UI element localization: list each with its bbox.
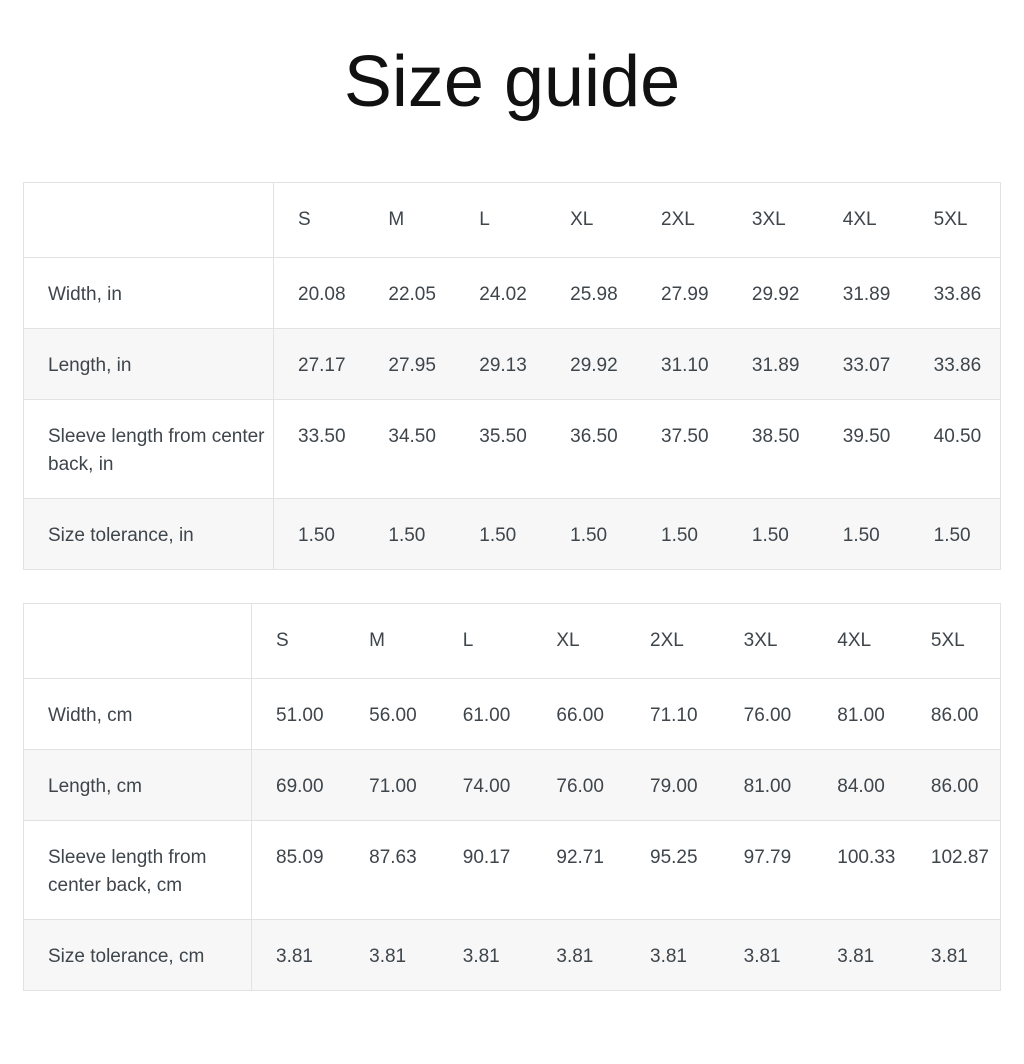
size-value-cell: 3.81 [626,920,720,991]
size-value-cell: 51.00 [252,679,346,750]
size-table-centimeters [23,603,1001,991]
row-label: Length, in [24,329,274,400]
size-value-cell: 66.00 [532,679,626,750]
size-value-cell: 33.07 [819,329,910,400]
column-header-s: S [298,209,311,230]
column-header-3xl: 3XL [751,209,786,230]
size-value-cell: 35.50 [455,400,546,499]
size-value-cell: 97.79 [720,821,814,920]
size-value-cell: 1.50 [910,499,1001,570]
row-label: Width, cm [24,679,252,750]
column-header-3xl: 3XL [743,630,778,651]
row-label: Size tolerance, cm [24,920,252,991]
column-header-4xl: 4XL [842,209,877,230]
table-row [24,258,1001,329]
header-row [24,183,1001,258]
size-value-cell: 27.17 [274,329,365,400]
size-value-cell: 71.00 [345,750,439,821]
size-value-cell: 31.10 [637,329,728,400]
row-label: Sleeve length from center back, cm [24,821,252,920]
row-label: Width, in [24,258,274,329]
size-value-cell: 29.13 [455,329,546,400]
size-value-cell: 76.00 [532,750,626,821]
table-row [24,750,1001,821]
size-value-cell: 71.10 [626,679,720,750]
column-header-l: L [462,630,474,651]
size-value-cell: 86.00 [907,679,1001,750]
size-value-cell: 3.81 [345,920,439,991]
corner-cell [24,183,274,258]
page-title: Size guide [343,42,681,122]
size-value-cell: 33.50 [274,400,365,499]
column-header-5xl: 5XL [930,630,965,651]
size-value-cell: 38.50 [728,400,819,499]
size-value-cell: 86.00 [907,750,1001,821]
column-header-xl: XL [556,630,580,651]
size-value-cell: 25.98 [546,258,637,329]
size-value-cell: 3.81 [252,920,346,991]
row-label: Sleeve length from center back, in [24,400,274,499]
table-row [24,679,1001,750]
column-header-s: S [276,630,289,651]
row-label: Size tolerance, in [24,499,274,570]
size-value-cell: 29.92 [728,258,819,329]
column-header-5xl: 5XL [933,209,968,230]
size-value-cell: 1.50 [819,499,910,570]
size-value-cell: 3.81 [813,920,907,991]
size-value-cell: 24.02 [455,258,546,329]
size-value-cell: 3.81 [720,920,814,991]
size-value-cell: 3.81 [439,920,533,991]
size-value-cell: 87.63 [345,821,439,920]
size-value-cell: 20.08 [274,258,365,329]
row-label: Length, cm [24,750,252,821]
column-header-m: M [388,209,405,230]
size-value-cell: 40.50 [910,400,1001,499]
size-value-cell: 1.50 [637,499,728,570]
size-value-cell: 1.50 [455,499,546,570]
size-value-cell: 31.89 [819,258,910,329]
size-value-cell: 95.25 [626,821,720,920]
size-value-cell: 36.50 [546,400,637,499]
size-value-cell: 81.00 [813,679,907,750]
column-header-m: M [369,630,385,651]
size-value-cell: 3.81 [532,920,626,991]
table-row [24,499,1001,570]
size-value-cell: 76.00 [720,679,814,750]
column-header-l: L [479,209,490,230]
table-row [24,400,1001,499]
column-header-2xl: 2XL [650,630,684,651]
size-value-cell: 39.50 [819,400,910,499]
header-row [24,604,1001,679]
size-value-cell: 27.99 [637,258,728,329]
size-table-inches [23,182,1001,570]
size-value-cell: 56.00 [345,679,439,750]
size-value-cell: 79.00 [626,750,720,821]
size-value-cell: 3.81 [907,920,1001,991]
table-row [24,329,1001,400]
size-value-cell: 1.50 [546,499,637,570]
size-value-cell: 69.00 [252,750,346,821]
size-value-cell: 31.89 [728,329,819,400]
table-row [24,821,1001,920]
size-value-cell: 90.17 [439,821,533,920]
size-value-cell: 1.50 [274,499,365,570]
size-value-cell: 34.50 [364,400,455,499]
size-value-cell: 33.86 [910,258,1001,329]
size-value-cell: 22.05 [364,258,455,329]
size-value-cell: 74.00 [439,750,533,821]
column-header-2xl: 2XL [661,209,695,230]
size-value-cell: 61.00 [439,679,533,750]
table-row [24,920,1001,991]
size-value-cell: 37.50 [637,400,728,499]
size-value-cell: 92.71 [532,821,626,920]
size-value-cell: 81.00 [720,750,814,821]
size-guide-page [0,40,1024,991]
size-value-cell: 29.92 [546,329,637,400]
size-value-cell: 85.09 [252,821,346,920]
size-value-cell: 1.50 [364,499,455,570]
size-value-cell: 27.95 [364,329,455,400]
corner-cell [24,604,252,679]
size-value-cell: 102.87 [907,821,1001,920]
column-header-4xl: 4XL [837,630,872,651]
size-value-cell: 1.50 [728,499,819,570]
size-value-cell: 100.33 [813,821,907,920]
column-header-xl: XL [570,209,594,230]
size-value-cell: 33.86 [910,329,1001,400]
size-value-cell: 84.00 [813,750,907,821]
